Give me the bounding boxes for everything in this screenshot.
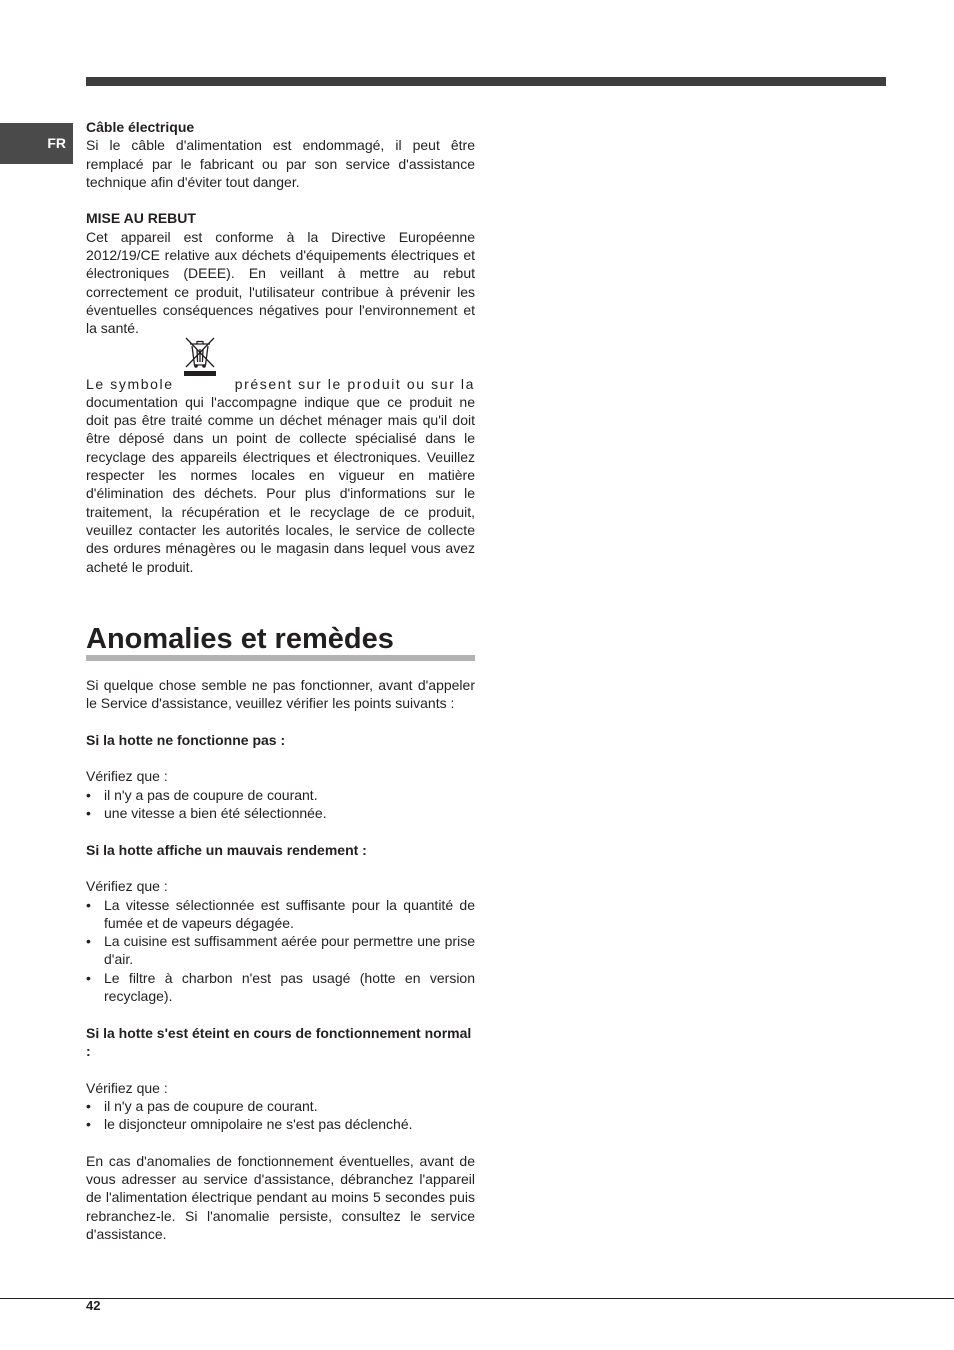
footer-rule	[0, 1298, 954, 1299]
case-heading: Si la hotte affiche un mauvais rendement :	[86, 841, 367, 858]
symbol-suffix: présent sur le produit ou sur la	[234, 375, 475, 392]
list-item: • La cuisine est suffisamment aérée pour permettre une prise d'air.	[86, 932, 475, 969]
page-number: 42	[86, 1298, 101, 1313]
closing-text: En cas d'anomalies de fonctionnement éventuelles, avant de vous adresser au service d'assistance, débranchez l'appareil de l'alimentation électrique pendant au moins 5 secondes puis rebranchez-le. Si l'anomalie persiste, consultez le service d'assistance.	[86, 1152, 475, 1242]
check-label: Vérifiez que :	[86, 1079, 168, 1096]
check-label: Vérifiez que :	[86, 768, 168, 785]
symbol-sentence	[86, 375, 475, 393]
list-item: • le disjoncteur omnipolaire ne s'est pas déclenché.	[86, 1115, 475, 1133]
symbol-body: documentation qui l'accompagne indique que ce produit ne doit pas être traité comme un déchet ménager mais qu'il doit être déposé dans un point de collecte spécialisé dans le recyclage des appareils électriques et électroniques. Veuillez respecter les normes locales en vigueur en matière d'élimination des déchets. Pour plus d'informations sur le traitement, la récupération et le recyclage de ce produit, veuillez contacter les autorités locales, le service de collecte des ordures ménagères ou le magasin dans lequel vous avez acheté le produit.	[86, 393, 475, 575]
disposal-body: Cet appareil est conforme à la Directive Européenne 2012/19/CE relative aux déchets d'équipements électriques et électroniques (DEEE). En veillant à mettre au rebut correctement ce produit, l'utilisateur contribue à prévenir les éventuelles conséquences négatives pour l'environnement et la santé.	[86, 228, 475, 337]
case-heading: Si la hotte s'est éteint en cours de fonctionnement normal :	[86, 1024, 472, 1059]
header-rule	[86, 77, 886, 86]
section-title: Anomalies et remèdes	[86, 624, 475, 661]
list-item: • il n'y a pas de coupure de courant.	[86, 786, 475, 804]
list-item: • Le filtre à charbon n'est pas usagé (hotte en version recyclage).	[86, 969, 475, 1006]
cable-body: Si le câble d'alimentation est endommagé, il peut être remplacé par le fabricant ou par son service d'assistance technique afin d'éviter tout danger.	[86, 137, 475, 190]
disposal-title: MISE AU REBUT	[86, 210, 196, 227]
list-item: • une vitesse a bien été sélectionnée.	[86, 804, 475, 822]
cable-title: Câble électrique	[86, 119, 195, 135]
disposal-column	[86, 118, 475, 576]
troubleshooting-column	[86, 676, 475, 1243]
check-list	[86, 786, 475, 823]
check-list	[86, 896, 475, 1006]
check-label: Vérifiez que :	[86, 878, 168, 895]
language-tab: FR	[0, 123, 73, 164]
list-item: • il n'y a pas de coupure de courant.	[86, 1097, 475, 1115]
crossed-bin-icon	[184, 336, 216, 376]
list-item: • La vitesse sélectionnée est suffisante pour la quantité de fumée et de vapeurs dégagée.	[86, 896, 475, 933]
case-heading: Si la hotte ne fonctionne pas :	[86, 731, 286, 748]
check-list	[86, 1097, 475, 1134]
intro-text: Si quelque chose semble ne pas fonctionner, avant d'appeler le Service d'assistance, veuillez vérifier les points suivants :	[86, 677, 475, 712]
symbol-prefix: Le symbole	[86, 375, 174, 392]
